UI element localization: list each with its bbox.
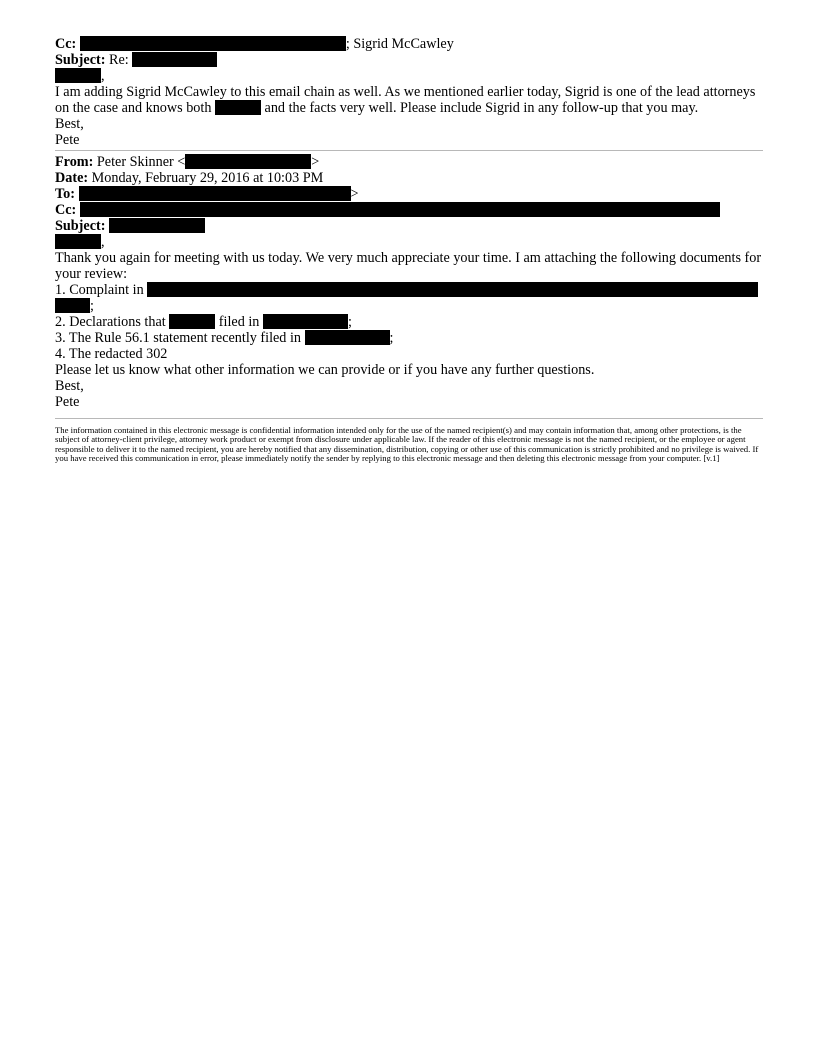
redaction-block (169, 314, 215, 329)
list-item: 4. The redacted 302 (55, 346, 168, 362)
redaction-block (263, 314, 348, 329)
subject-line (55, 52, 763, 68)
redaction-block (147, 282, 758, 297)
subject-label: Subject: (55, 52, 106, 68)
redaction-block (185, 154, 311, 169)
divider (55, 418, 763, 419)
body-text: and the facts very well. Please include Sigrid in any follow-up that you may. (264, 100, 699, 116)
subject-line (55, 218, 763, 234)
list-item (55, 282, 763, 298)
greeting-comma: , (101, 234, 105, 250)
greeting-line (55, 234, 763, 250)
divider (55, 150, 763, 151)
to-line (55, 186, 763, 202)
redaction-block (109, 218, 205, 233)
subject-label: Subject: (55, 218, 106, 234)
to-label: To: (55, 186, 75, 202)
list-item-tail: ; (90, 298, 94, 314)
from-label: From: (55, 154, 94, 170)
list-item-text: filed in (218, 314, 260, 330)
redaction-block (79, 186, 351, 201)
redaction-block (80, 36, 346, 51)
redaction-block (55, 298, 90, 313)
greeting-line (55, 68, 763, 84)
cc-line (55, 36, 763, 52)
signoff: Best, (55, 378, 84, 394)
cc-label: Cc: (55, 202, 77, 218)
date-label: Date: (55, 170, 89, 186)
cc-names: ; Sigrid McCawley (345, 36, 454, 52)
redaction-block (55, 68, 101, 83)
date-value: Monday, February 29, 2016 at 10:03 PM (91, 170, 324, 186)
redaction-block (215, 100, 261, 115)
signoff: Best, (55, 116, 84, 132)
body-line: I am adding Sigrid McCawley to this email chain as well. As we mentioned earlier today, Sigrid is one of the lead attorneys (55, 84, 756, 100)
cc-label: Cc: (55, 36, 77, 52)
from-tail: > (311, 154, 320, 170)
from-line (55, 154, 763, 170)
list-item-text: 2. Declarations that (55, 314, 166, 330)
redaction-block (80, 202, 720, 217)
signature: Pete (55, 132, 80, 148)
body-text: on the case and knows both (55, 100, 212, 116)
confidentiality-disclaimer: The information contained in this electronic message is confidential information intended only for the use of the named recipient(s) and may contain information that, among other protections, is the subject of attorney-client privilege, attorney work product or exempt from disclosure under applicable law. If the reader of this electronic message is not the named recipient, or the employee or agent responsible to deliver it to the named recipient, you are hereby notified that any dissemination, distribution, copying or other use of this communication is strictly prohibited and no privilege is waived. If you have received this communication in error, please immediately notify the sender by replying to this electronic message and then deleting this electronic message from your computer. [v.1] (55, 425, 759, 463)
redaction-block (305, 330, 390, 345)
list-item (55, 314, 763, 330)
from-name: Peter Skinner < (96, 154, 186, 170)
date-line (55, 170, 763, 186)
list-item-tail: ; (347, 314, 352, 330)
list-item-text: 1. Complaint in (55, 282, 144, 298)
body-paragraph: Thank you again for meeting with us today. We very much appreciate your time. I am attaching the following documents for your review: (55, 250, 762, 282)
list-item-tail: ; (389, 330, 394, 346)
signature: Pete (55, 394, 80, 410)
email-document (55, 36, 763, 463)
cc-line (55, 202, 763, 218)
body-line (55, 100, 763, 116)
list-item (55, 330, 763, 346)
redaction-block (55, 234, 101, 249)
list-item-text: 3. The Rule 56.1 statement recently filed in (55, 330, 301, 346)
redaction-block (132, 52, 217, 67)
subject-prefix: Re: (109, 52, 129, 68)
closing-text: Please let us know what other information we can provide or if you have any further questions. (55, 362, 595, 378)
to-tail: > (350, 186, 359, 202)
list-item-continuation (55, 298, 763, 314)
greeting-comma: , (101, 68, 105, 84)
